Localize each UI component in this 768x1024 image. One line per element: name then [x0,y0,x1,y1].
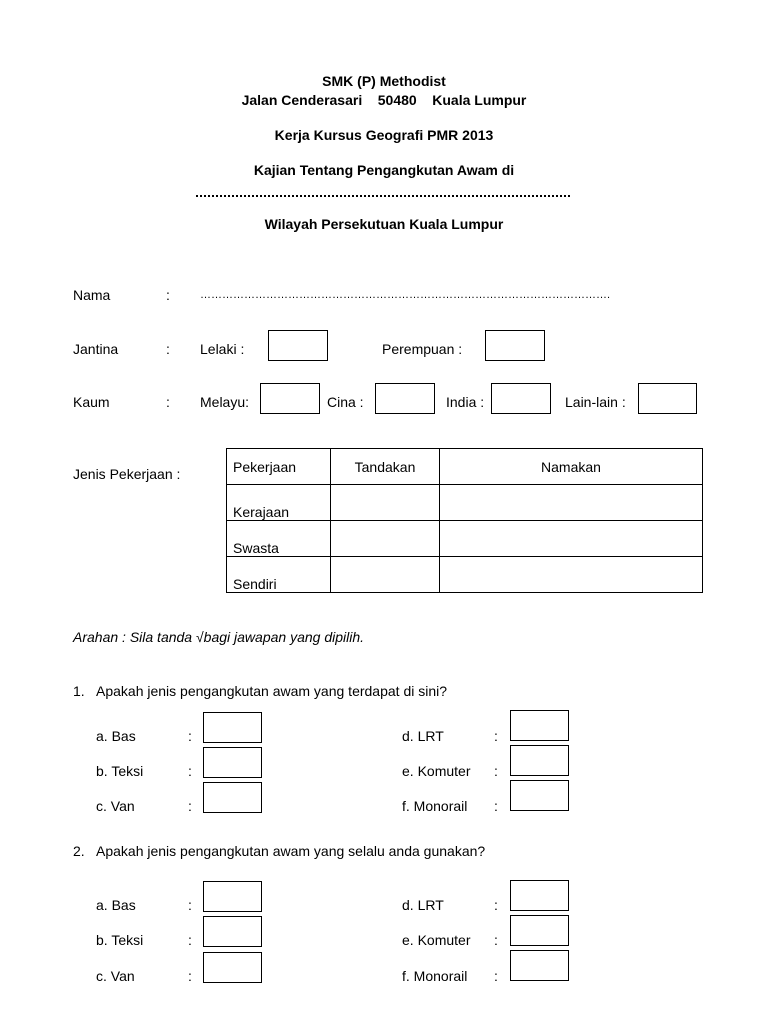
fill-in-dotted-line[interactable] [196,195,570,197]
q2-option-e-label: e. Komuter [402,932,471,948]
q1-option-c-colon: : [188,798,192,814]
q1-option-d-colon: : [494,728,498,744]
q1-option-b-colon: : [188,763,192,779]
instruction-suffix: bagi jawapan yang dipilih. [203,629,365,645]
cina-checkbox[interactable] [375,383,435,414]
lainlain-checkbox[interactable] [638,383,697,414]
lelaki-label: Lelaki : [200,341,245,357]
q1-option-d-label: d. LRT [402,728,444,744]
nama-label: Nama [73,287,111,303]
q2-option-b-label: b. Teksi [96,932,144,948]
jantina-colon: : [166,341,170,357]
instruction-text [73,629,364,645]
kerajaan-tandakan-cell[interactable] [331,485,440,521]
study-title: Kajian Tentang Pengangkutan Awam di [253,162,515,178]
q1-option-a-label: a. Bas [96,728,136,744]
q1-option-c-checkbox[interactable] [203,782,262,813]
q2-option-e-colon: : [494,932,498,948]
header-namakan: Namakan [440,449,703,485]
checkmark-icon: √ [195,629,204,645]
q1-option-b-checkbox[interactable] [203,747,262,778]
q1-option-e-colon: : [494,763,498,779]
jobs-table [226,448,703,593]
row-label-swasta: Swasta [227,521,331,557]
perempuan-checkbox[interactable] [485,330,545,361]
q1-option-a-checkbox[interactable] [203,712,262,743]
question-2-number: 2. [73,843,85,859]
q1-option-f-colon: : [494,798,498,814]
table-row [227,521,703,557]
q2-option-d-checkbox[interactable] [510,880,569,911]
melayu-label: Melayu: [200,394,250,410]
question-1-number: 1. [73,683,85,699]
swasta-tandakan-cell[interactable] [331,521,440,557]
q1-option-e-label: e. Komuter [402,763,471,779]
table-row [227,557,703,593]
q1-option-a-colon: : [188,728,192,744]
q2-option-c-label: c. Van [96,968,135,984]
question-2-text: Apakah jenis pengangkutan awam yang selalu anda gunakan? [96,843,486,859]
nama-dotted-field[interactable]: …………………………………………………………………………………………………. [200,289,611,301]
q1-option-b-label: b. Teksi [96,763,144,779]
jantina-label: Jantina [73,341,119,357]
sendiri-tandakan-cell[interactable] [331,557,440,593]
q2-option-d-colon: : [494,897,498,913]
table-row [227,485,703,521]
lainlain-label: Lain-lain : [565,394,626,410]
instruction-prefix: Arahan : Sila tanda [73,629,196,645]
q2-option-a-checkbox[interactable] [203,881,262,912]
swasta-namakan-cell[interactable] [440,521,703,557]
question-1-text: Apakah jenis pengangkutan awam yang terdapat di sini? [96,683,448,699]
row-label-kerajaan: Kerajaan [227,485,331,521]
q2-option-c-colon: : [188,968,192,984]
q1-option-d-checkbox[interactable] [510,710,569,741]
jenis-pekerjaan-label: Jenis Pekerjaan : [73,466,181,482]
india-label: India : [446,394,485,410]
india-checkbox[interactable] [491,383,551,414]
melayu-checkbox[interactable] [260,383,320,414]
kaum-colon: : [166,394,170,410]
q1-option-c-label: c. Van [96,798,135,814]
kaum-label: Kaum [73,394,110,410]
q2-option-f-label: f. Monorail [402,968,468,984]
q2-option-a-label: a. Bas [96,897,136,913]
q2-option-b-colon: : [188,932,192,948]
kerajaan-namakan-cell[interactable] [440,485,703,521]
jobs-table-header-row [227,449,703,485]
row-label-sendiri: Sendiri [227,557,331,593]
q2-option-d-label: d. LRT [402,897,444,913]
q1-option-e-checkbox[interactable] [510,745,569,776]
nama-colon: : [166,287,170,303]
q2-option-a-colon: : [188,897,192,913]
q2-option-c-checkbox[interactable] [203,952,262,983]
lelaki-checkbox[interactable] [268,330,328,361]
header-pekerjaan: Pekerjaan [227,449,331,485]
q2-option-e-checkbox[interactable] [510,915,569,946]
q1-option-f-checkbox[interactable] [510,780,569,811]
q2-option-f-checkbox[interactable] [510,950,569,981]
q2-option-b-checkbox[interactable] [203,916,262,947]
cina-label: Cina : [327,394,364,410]
header-tandakan: Tandakan [331,449,440,485]
school-address: Jalan Cenderasari 50480 Kuala Lumpur [241,92,527,108]
sendiri-namakan-cell[interactable] [440,557,703,593]
course-title: Kerja Kursus Geografi PMR 2013 [274,127,494,143]
perempuan-label: Perempuan : [382,341,463,357]
q1-option-f-label: f. Monorail [402,798,468,814]
region-title: Wilayah Persekutuan Kuala Lumpur [264,216,504,232]
school-name: SMK (P) Methodist [322,73,446,89]
q2-option-f-colon: : [494,968,498,984]
